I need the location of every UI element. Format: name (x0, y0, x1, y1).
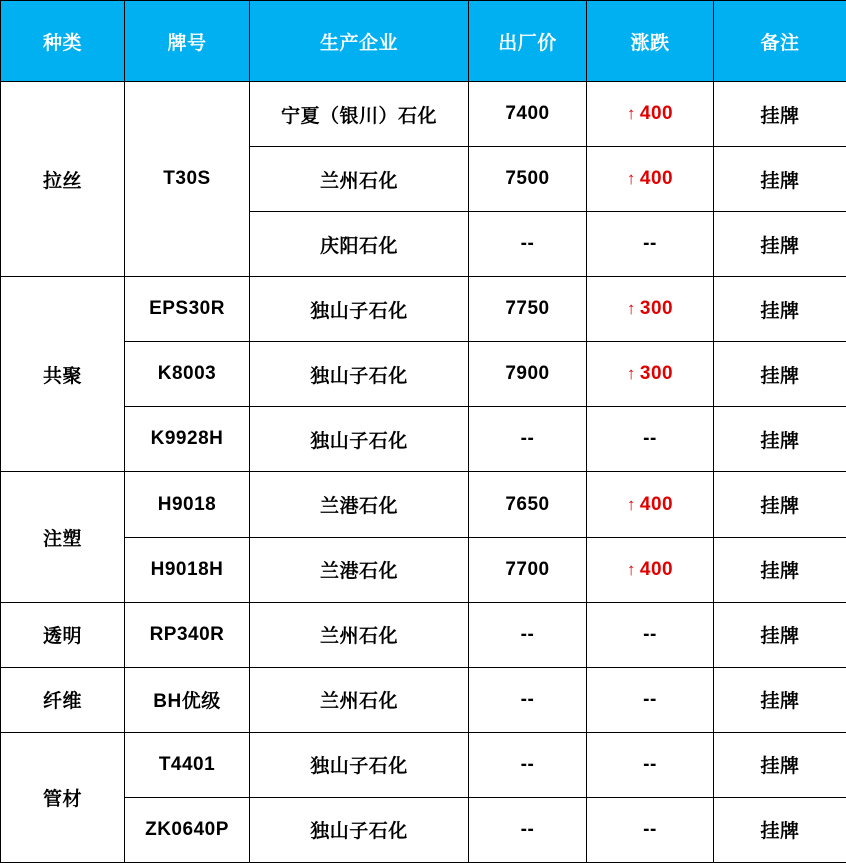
cell-remark: 挂牌 (714, 732, 846, 797)
cell-price: 7750 (469, 277, 587, 342)
arrow-up-icon: ↑ (626, 364, 636, 384)
cell-remark: 挂牌 (714, 82, 846, 147)
cell-price: 7900 (469, 342, 587, 407)
cell-grade: RP340R (125, 602, 250, 667)
header-kind: 种类 (1, 1, 125, 82)
table-header (1, 1, 846, 82)
header-grade: 牌号 (125, 1, 250, 82)
cell-company: 庆阳石化 (250, 212, 469, 277)
header-price: 出厂价 (469, 1, 587, 82)
arrow-up-icon: ↑ (626, 299, 636, 319)
cell-remark: 挂牌 (714, 667, 846, 732)
cell-change (587, 342, 714, 407)
cell-price: 7650 (469, 472, 587, 537)
table-row (1, 602, 846, 667)
arrow-up-icon: ↑ (626, 169, 636, 189)
cell-remark: 挂牌 (714, 797, 846, 862)
table-row (1, 537, 846, 602)
change-value: 400 (639, 558, 674, 580)
cell-grade: H9018 (125, 472, 250, 537)
cell-price: -- (469, 602, 587, 667)
change-value: 400 (639, 493, 674, 515)
arrow-up-icon: ↑ (626, 559, 636, 579)
table-row (1, 277, 846, 342)
cell-price: 7500 (469, 147, 587, 212)
cell-change (587, 537, 714, 602)
cell-kind: 透明 (1, 602, 125, 667)
cell-company: 宁夏（银川）石化 (250, 82, 469, 147)
cell-company: 独山子石化 (250, 797, 469, 862)
table-row (1, 342, 846, 407)
table-row (1, 667, 846, 732)
cell-kind: 纤维 (1, 667, 125, 732)
cell-price: -- (469, 797, 587, 862)
cell-change: -- (587, 407, 714, 472)
change-value: 300 (639, 298, 674, 320)
table-row (1, 797, 846, 862)
cell-company: 独山子石化 (250, 407, 469, 472)
cell-kind: 拉丝 (1, 82, 125, 277)
cell-grade: EPS30R (125, 277, 250, 342)
table-row (1, 407, 846, 472)
cell-price: -- (469, 407, 587, 472)
header-remark: 备注 (714, 1, 846, 82)
cell-change: -- (587, 212, 714, 277)
cell-company: 兰州石化 (250, 602, 469, 667)
cell-price: -- (469, 732, 587, 797)
change-value: 400 (639, 168, 674, 190)
cell-company: 兰州石化 (250, 667, 469, 732)
cell-remark: 挂牌 (714, 472, 846, 537)
cell-kind: 管材 (1, 732, 125, 862)
table-row (1, 732, 846, 797)
cell-price: 7400 (469, 82, 587, 147)
change-value: 400 (639, 103, 674, 125)
cell-company: 独山子石化 (250, 732, 469, 797)
cell-change: -- (587, 667, 714, 732)
change-value: 300 (639, 363, 674, 385)
cell-kind: 共聚 (1, 277, 125, 472)
cell-company: 独山子石化 (250, 342, 469, 407)
header-change: 涨跌 (587, 1, 714, 82)
cell-change: -- (587, 797, 714, 862)
cell-remark: 挂牌 (714, 277, 846, 342)
cell-company: 兰港石化 (250, 537, 469, 602)
cell-change: -- (587, 732, 714, 797)
arrow-up-icon: ↑ (626, 494, 636, 514)
cell-company: 兰州石化 (250, 147, 469, 212)
cell-change (587, 277, 714, 342)
cell-price: -- (469, 212, 587, 277)
table-row (1, 82, 846, 147)
cell-remark: 挂牌 (714, 602, 846, 667)
cell-remark: 挂牌 (714, 342, 846, 407)
table-body (1, 82, 846, 863)
cell-change (587, 147, 714, 212)
cell-remark: 挂牌 (714, 212, 846, 277)
cell-grade: K8003 (125, 342, 250, 407)
arrow-up-icon: ↑ (626, 104, 636, 124)
cell-company: 独山子石化 (250, 277, 469, 342)
cell-change (587, 82, 714, 147)
header-company: 生产企业 (250, 1, 469, 82)
cell-kind: 注塑 (1, 472, 125, 602)
cell-change (587, 472, 714, 537)
cell-grade: H9018H (125, 537, 250, 602)
cell-remark: 挂牌 (714, 537, 846, 602)
cell-grade: T30S (125, 82, 250, 277)
table-row (1, 472, 846, 537)
cell-grade: T4401 (125, 732, 250, 797)
cell-price: -- (469, 667, 587, 732)
cell-grade: K9928H (125, 407, 250, 472)
cell-remark: 挂牌 (714, 147, 846, 212)
cell-grade: BH优级 (125, 667, 250, 732)
header-row (1, 1, 846, 82)
cell-remark: 挂牌 (714, 407, 846, 472)
cell-company: 兰港石化 (250, 472, 469, 537)
cell-price: 7700 (469, 537, 587, 602)
cell-change: -- (587, 602, 714, 667)
cell-grade: ZK0640P (125, 797, 250, 862)
